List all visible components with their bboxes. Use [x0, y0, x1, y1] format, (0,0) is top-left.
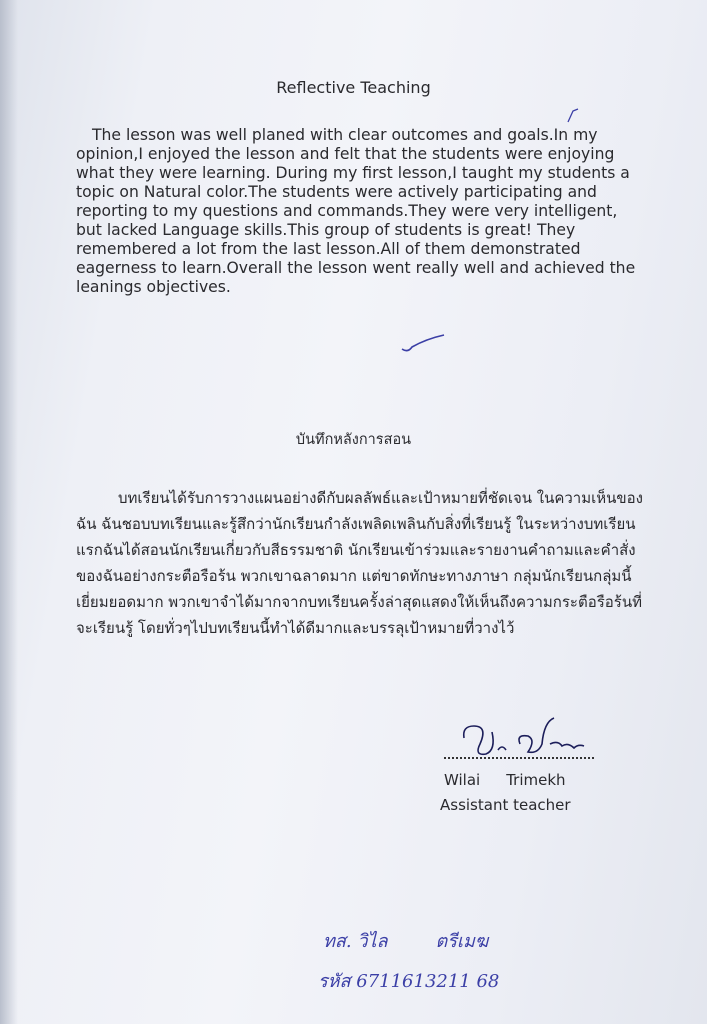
- english-reflection-text: The lesson was well planed with clear outcomes and goals.In my opinion,I enjoyed the lesson and felt that the students were enjoying what they were learning. During my first lesson,I taught my students a topic on Natural color.The students were actively participating and reporting to my questions and commands.They were very intelligent, but lacked Language skills.This group of students is great! They remembered a lot from the last lesson.All of them demonstrated eagerness to learn.Overall the lesson went really well and achieved the leanings objectives.: [76, 126, 636, 296]
- small-tick-icon: [566, 108, 580, 124]
- thai-reflection-paragraph: [76, 485, 656, 641]
- signatory-name: [444, 771, 566, 789]
- signatory-last-name: Trimekh: [506, 771, 566, 789]
- check-mark-icon: [400, 333, 446, 355]
- signatory-role: Assistant teacher: [440, 796, 571, 814]
- signatory-first-name: Wilai: [444, 771, 481, 789]
- english-reflection-paragraph: [76, 126, 646, 297]
- thai-section-title: บันทึกหลังการสอน: [295, 432, 412, 448]
- handwritten-last-name: ตรีเมฆ: [435, 931, 489, 952]
- handwritten-first-name: วิไล: [357, 931, 388, 952]
- document-title: Reflective Teaching: [276, 78, 431, 97]
- thai-reflection-text: บทเรียนได้รับการวางแผนอย่างดีกับผลลัพธ์และเป้าหมายที่ชัดเจน ในความเห็นของฉัน ฉันชอบบทเรียนและรู้สึกว่านักเรียนกำลังเพลิดเพลินกับสิ่งที่เรียนรู้ ในระหว่างบทเรียนแรกฉันได้สอนนักเรียนเกี่ยวกับสีธรรมชาติ นักเรียนเข้าร่วมและรายงานคำถามและคำสั่งของฉันอย่างกระตือรือร้น พวกเขาฉลาดมาก แต่ขาดทักษะทางภาษา กลุ่มนักเรียนกลุ่มนี้เยี่ยมยอดมาก พวกเขาจำได้มากจากบทเรียนครั้งล่าสุดแสดงให้เห็นถึงความกระตือรือร้นที่จะเรียนรู้ โดยทั่วๆไปบทเรียนนี้ทำได้ดีมากและบรรลุเป้าหมายที่วางไว้: [76, 489, 643, 637]
- handwritten-prefix: ทส.: [323, 931, 352, 952]
- handwritten-name: [323, 926, 488, 955]
- handwritten-student-id: รหัส 6711613211 68: [318, 971, 500, 992]
- signature-line: [444, 757, 594, 759]
